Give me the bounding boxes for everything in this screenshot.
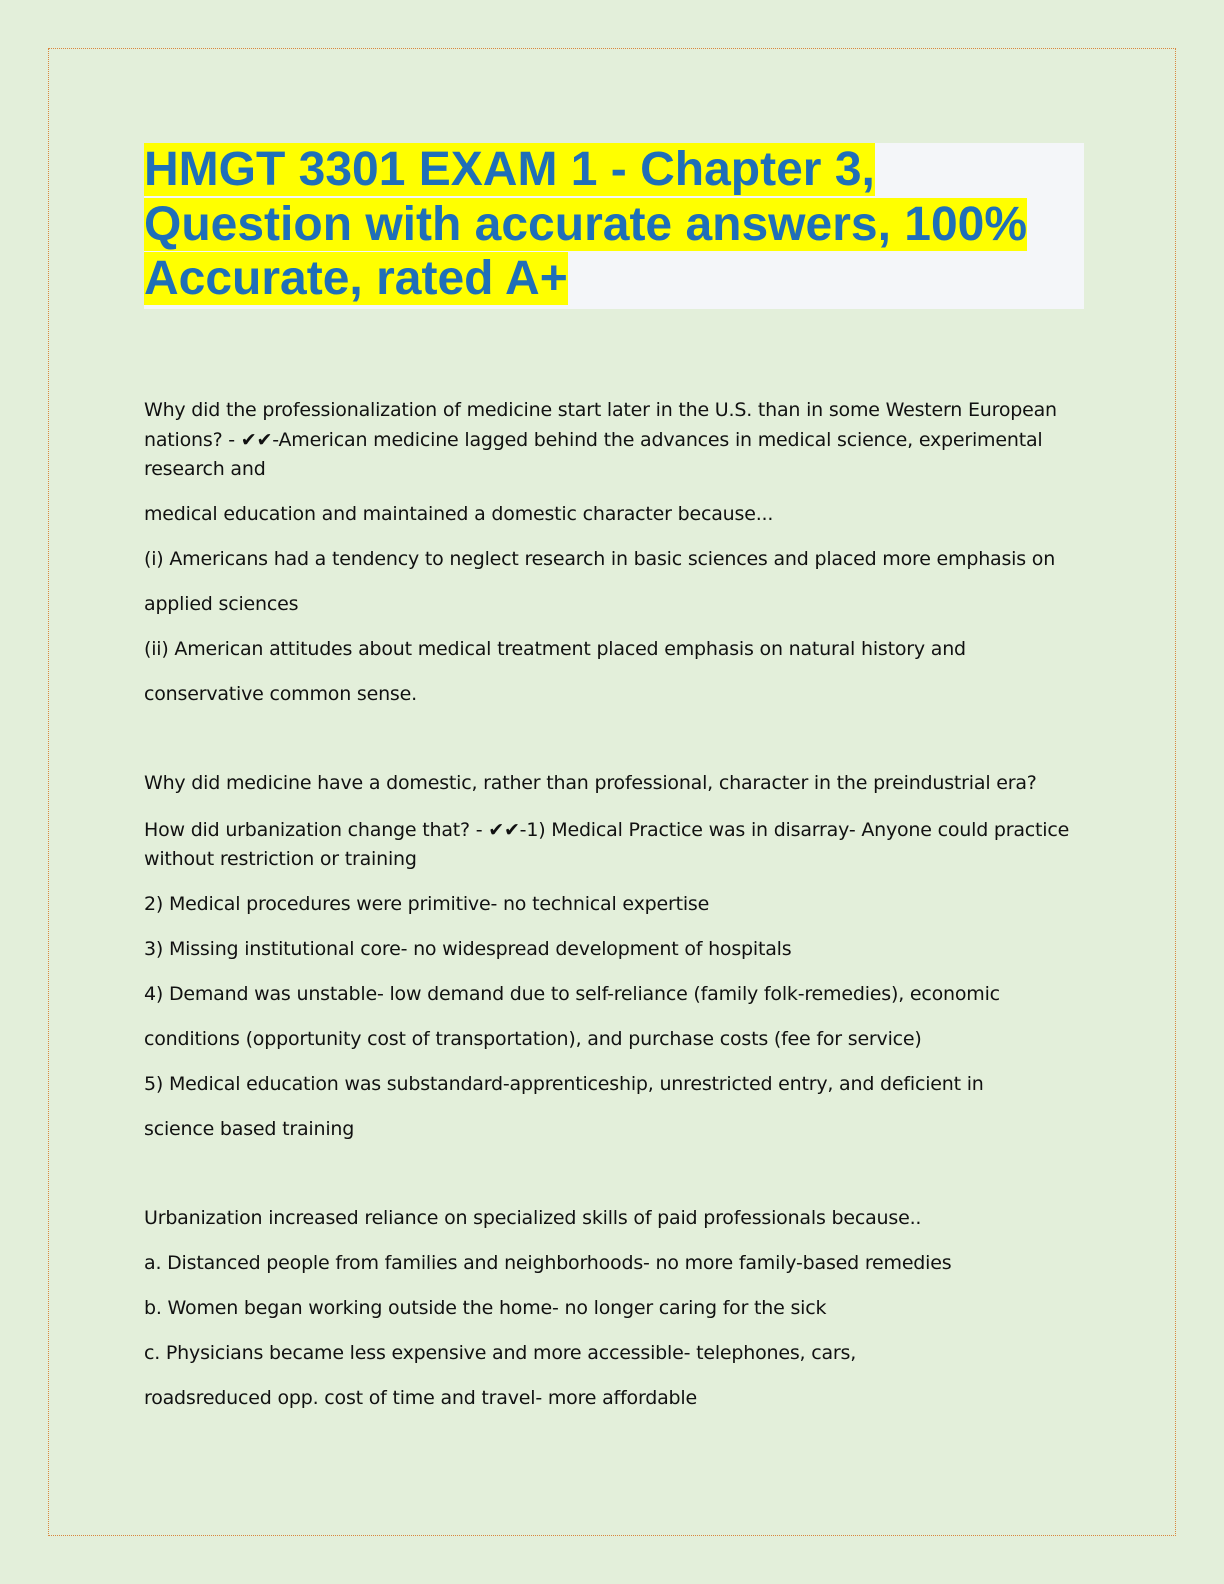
text-line: a. Distanced people from families and neighborhoods- no more family-based remedies bbox=[144, 1252, 952, 1274]
text-line: How did urbanization change that? - ✔✔-1) Medical Practice was in disarray- Anyone could practice bbox=[144, 819, 1070, 841]
title-block bbox=[144, 143, 1084, 309]
title-line: HMGT 3301 EXAM 1 - Chapter 3, bbox=[144, 143, 875, 196]
text-line: medical education and maintained a domestic character because... bbox=[144, 503, 774, 525]
text-line: research and bbox=[144, 458, 266, 480]
text-line: Why did medicine have a domestic, rather than professional, character in the preindustrial era? bbox=[144, 772, 1037, 794]
title-line: Accurate, rated A+ bbox=[144, 252, 568, 305]
text-line: c. Physicians became less expensive and more accessible- telephones, cars, bbox=[144, 1342, 857, 1364]
document-title bbox=[144, 143, 1084, 307]
title-line: Question with accurate answers, 100% bbox=[144, 197, 1028, 251]
text-line: Urbanization increased reliance on specialized skills of paid professionals because.. bbox=[144, 1207, 922, 1229]
text-line: 2) Medical procedures were primitive- no technical expertise bbox=[144, 893, 710, 915]
text-line: Why did the professionalization of medicine start later in the U.S. than in some Western European bbox=[144, 399, 1057, 421]
text-line: 5) Medical education was substandard-apprenticeship, unrestricted entry, and deficient in bbox=[144, 1073, 984, 1095]
text-line: nations? - ✔✔-American medicine lagged behind the advances in medical science, experimental bbox=[144, 429, 1043, 451]
text-line: science based training bbox=[144, 1118, 355, 1140]
text-line: applied sciences bbox=[144, 593, 299, 615]
text-line: without restriction or training bbox=[144, 848, 417, 870]
text-line: 4) Demand was unstable- low demand due to self-reliance (family folk-remedies), economic bbox=[144, 983, 1000, 1005]
text-line: 3) Missing institutional core- no widespread development of hospitals bbox=[144, 938, 792, 960]
text-line: (i) Americans had a tendency to neglect research in basic sciences and placed more emphasis on bbox=[144, 548, 1056, 570]
text-line: (ii) American attitudes about medical treatment placed emphasis on natural history and bbox=[144, 638, 966, 660]
text-line: conditions (opportunity cost of transportation), and purchase costs (fee for service) bbox=[144, 1028, 922, 1050]
text-line: b. Women began working outside the home- no longer caring for the sick bbox=[144, 1297, 827, 1319]
text-line: roadsreduced opp. cost of time and travel- more affordable bbox=[144, 1387, 697, 1409]
text-line: conservative common sense. bbox=[144, 683, 417, 705]
